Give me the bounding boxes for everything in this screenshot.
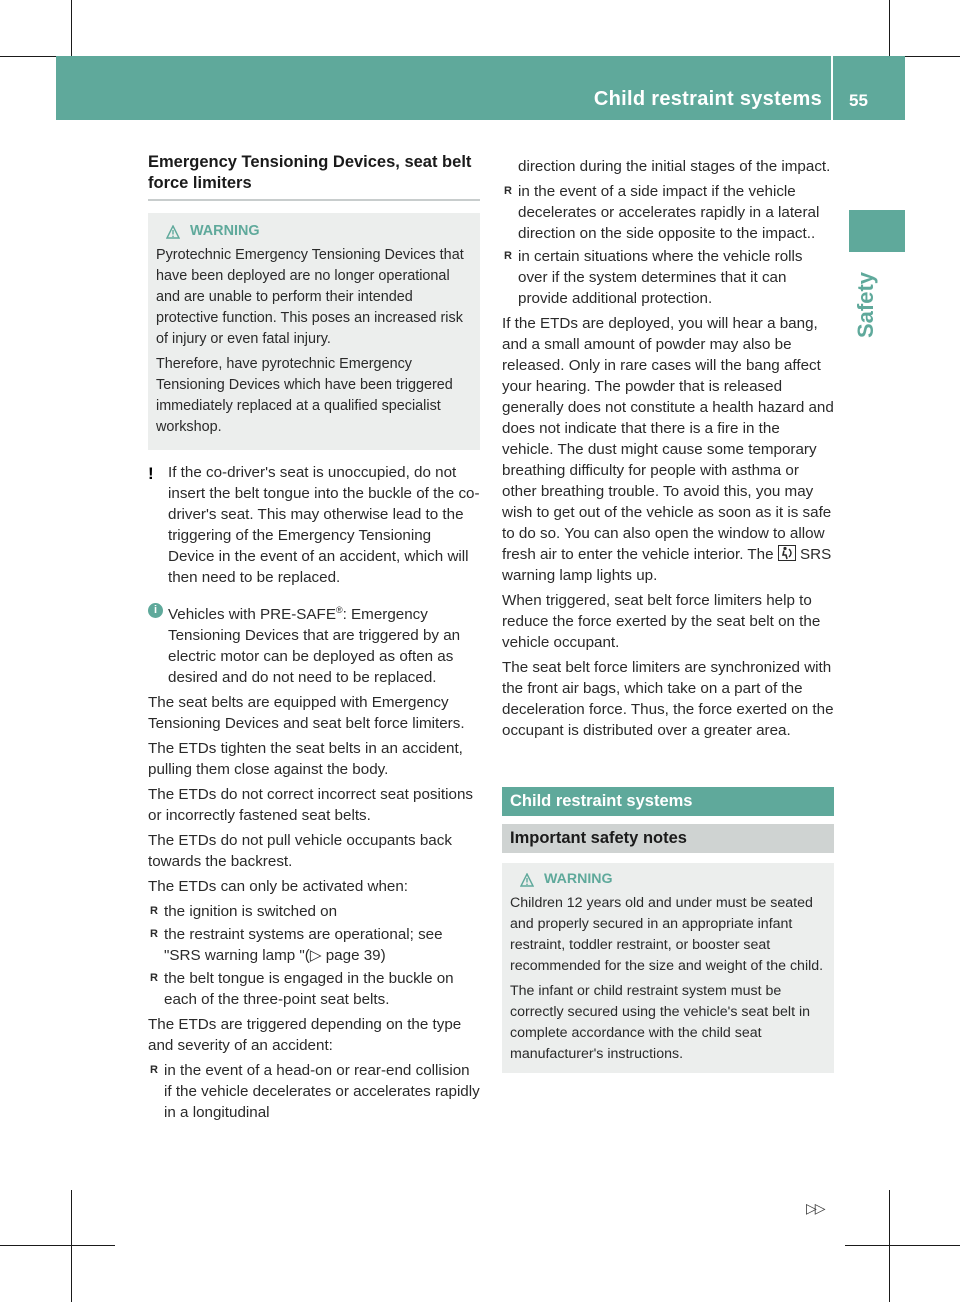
bullet-list	[502, 181, 834, 309]
paragraph	[502, 313, 834, 586]
warning-text: Therefore, have pyrotechnic Emergency Tensioning Devices which have been triggered immediately replaced at a qualified specialist workshop.	[156, 356, 453, 435]
section-heading: Emergency Tensioning Devices, seat belt force limiters	[148, 152, 480, 201]
crop-mark	[0, 1245, 115, 1246]
warning-text: Pyrotechnic Emergency Tensioning Devices that have been deployed are no longer operational and are unable to perform their intended protective function. This poses an increased risk of injury or even fatal injury.	[156, 247, 464, 347]
header-divider	[831, 56, 833, 120]
warning-triangle-icon	[166, 225, 180, 239]
page-title: Child restraint systems	[593, 88, 822, 110]
crop-mark	[71, 1190, 72, 1302]
note-text: If the co-driver's seat is unoccupied, do not insert the belt tongue into the buckle of the co-driver's seat. This may otherwise lead to the triggering of the Emergency Tensioning Device in the event of an accident, which will then need to be replaced.	[168, 464, 480, 586]
registered-mark: ®	[335, 605, 343, 615]
list-item: R in certain situations where the vehicle rolls over if the system determines that it can provide additional protection.	[502, 246, 834, 309]
info-note	[148, 600, 480, 688]
info-icon: i	[148, 603, 163, 618]
list-item-continued: direction during the initial stages of the impact.	[518, 158, 831, 175]
srs-airbag-icon	[778, 545, 796, 561]
bullet-list	[148, 901, 480, 1010]
crop-mark	[889, 1190, 890, 1302]
paragraph-text: If the ETDs are deployed, you will hear a bang, and a small amount of powder may also be released. Only in rare cases will the bang affect your hearing. The powder that is released generally does not constitute a health hazard and does not indicate that there is a fire in the vehicle. The dust might cause some temporary breathing difficulty for people with asthma or other breathing trouble. To avoid this, you may wish to get out of the vehicle as soon as it is safe to do so. You can also open the window to allow fresh air to enter the vehicle interior. The	[502, 315, 834, 563]
list-item: R in the event of a side impact if the vehicle decelerates or accelerates rapidly in a lateral direction on the side opposite to the impact..	[502, 181, 834, 244]
list-item: R in the event of a head-on or rear-end collision if the vehicle decelerates or accelerates rapidly in a longitudinal	[148, 1060, 480, 1123]
section-label: Safety	[853, 271, 878, 338]
warning-header	[166, 221, 472, 242]
paragraph: When triggered, seat belt force limiters help to reduce the force exerted by the seat belt on the vehicle occupant.	[502, 592, 821, 651]
warning-text: The infant or child restraint system must be correctly secured using the vehicle's seat belt in complete accordance with the child seat manufacturer's instructions.	[510, 983, 811, 1062]
list-item: R the ignition is switched on	[148, 901, 480, 922]
warning-triangle-icon	[520, 873, 534, 887]
paragraph: The ETDs can only be activated when:	[148, 878, 409, 896]
info-text-b: : Emergency Tensioning Devices that are triggered by an electric motor can be deployed as often as desired and do not need to be replaced.	[168, 606, 461, 687]
subsection-heading-band: Important safety notes	[502, 824, 834, 853]
paragraph: The ETDs do not correct incorrect seat positions or incorrectly fastened seat belts.	[148, 786, 473, 825]
left-column	[148, 152, 480, 1125]
right-column	[502, 156, 834, 1073]
caution-note	[148, 462, 480, 588]
warning-label: WARNING	[190, 223, 260, 239]
warning-box	[502, 863, 834, 1073]
warning-text: Children 12 years old and under must be seated and properly secured in an appropriate infant restraint, toddler restraint, or booster seat recommended for the size and weight of the child.	[510, 895, 824, 974]
section-tab	[849, 210, 905, 252]
paragraph: The ETDs do not pull vehicle occupants back towards the backrest.	[148, 832, 452, 871]
list-item: R the restraint systems are operational; see "SRS warning lamp "(▷ page 39)	[148, 924, 480, 966]
section-heading-band: Child restraint systems	[502, 787, 834, 816]
crop-mark	[845, 1245, 960, 1246]
paragraph-text: SRS warning lamp lights up.	[502, 546, 832, 584]
bullet-list	[148, 1060, 480, 1123]
paragraph: The seat belts are equipped with Emergency Tensioning Devices and seat belt force limiters.	[148, 694, 465, 733]
paragraph: The ETDs tighten the seat belts in an accident, pulling them close against the body.	[148, 740, 463, 779]
exclamation-icon: !	[148, 464, 154, 483]
warning-header	[520, 869, 826, 890]
paragraph: The ETDs are triggered depending on the type and severity of an accident:	[148, 1016, 462, 1055]
warning-label: WARNING	[544, 871, 613, 887]
info-text-a: Vehicles with PRE-SAFE	[168, 606, 336, 624]
paragraph: The seat belt force limiters are synchronized with the front air bags, which take on a part of the deceleration force. Thus, the force exerted on the occupant is distributed over a greater area.	[502, 659, 834, 739]
continued-arrow-icon: ▷▷	[806, 1200, 824, 1216]
list-item: R the belt tongue is engaged in the buckle on each of the three-point seat belts.	[148, 968, 480, 1010]
warning-box	[148, 213, 480, 450]
page-number: 55	[849, 91, 868, 110]
